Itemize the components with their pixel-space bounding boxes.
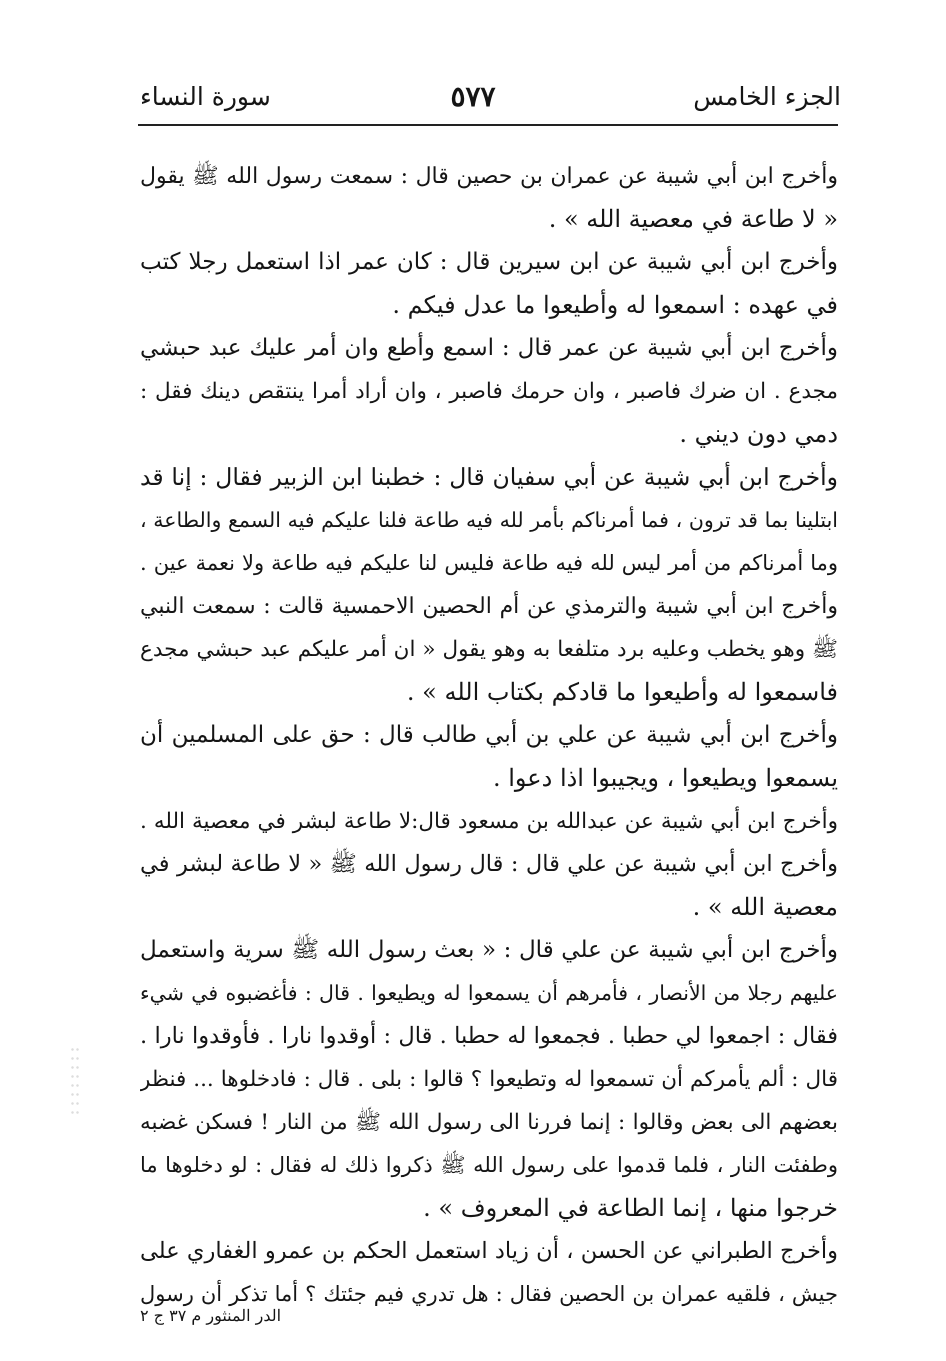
text-line: معصية الله » . [692,893,838,921]
text-line: وأخرج ابن أبي شيبة عن أبي سفيان قال : خطبنا ابن الزبير فقال : إنا قد [140,463,838,491]
text-line: فقال : اجمعوا لي حطبا . فجمعوا له حطبا . قال : أوقدوا نارا . فأوقدوا نارا . [140,1023,838,1049]
part-title: الجزء الخامس [693,82,841,111]
text-line: وأخرج ابن أبي شيبة عن ابن سيرين قال : كان عمر اذا استعمل رجلا كتب [140,249,838,275]
text-line: ابتلينا بما قد ترون ، فما أمرناكم بأمر لله فيه طاعة فلنا عليكم فيه السمع والطاعة ، [140,508,838,532]
text-line: دمي دون ديني . [679,420,838,448]
text-line: عليهم رجلا من الأنصار ، فأمرهم أن يسمعوا له ويطيعوا . قال : فأغضبوه في شيء [140,981,838,1005]
footer-signature: الدر المنثور م ٣٧ ج ٢ [140,1306,282,1325]
text-line: وأخرج الطبراني عن الحسن ، أن زياد استعمل الحكم بن عمرو الغفاري على [140,1238,838,1264]
surah-title: سورة النساء [140,82,271,111]
text-line: وأخرج ابن أبي شيبة عن عمران بن حصين قال : سمعت رسول الله ﷺ يقول [140,164,838,189]
text-line: وأخرج ابن أبي شيبة والترمذي عن أم الحصين الاحمسية قالت : سمعت النبي [140,594,838,619]
text-line: يسمعوا ويطيعوا ، ويجيبوا اذا دعوا . [492,764,838,792]
text-line: بعضهم الى بعض وقالوا : إنما فررنا الى رسول الله ﷺ من النار ! فسكن غضبه [140,1110,838,1135]
text-line: وأخرج ابن أبي شيبة عن عبدالله بن مسعود قال:لا طاعة لبشر في معصية الله . [140,809,838,834]
header-rule [138,124,838,126]
text-line: وأخرج ابن أبي شيبة عن عمر قال : اسمع وأطع وان أمر عليك عبد حبشي [140,335,838,361]
text-line: مجدع . ان ضرك فاصبر ، وان حرمك فاصبر ، وان أراد أمرا ينتقص دينك فقل : [140,379,838,404]
text-line: في عهده : اسمعوا له وأطيعوا ما عدل فيكم . [392,291,838,319]
text-line: وما أمرناكم من أمر ليس لله فيه طاعة فليس لنا عليكم فيه طاعة ولا نعمة عين . [140,551,838,575]
text-line: ﷺ وهو يخطب وعليه برد متلفعا به وهو يقول « ان أمر عليكم عبد حبشي مجدع [140,637,838,662]
text-line: وأخرج ابن أبي شيبة عن علي قال : قال رسول الله ﷺ « لا طاعة لبشر في [140,851,838,877]
text-line: وأخرج ابن أبي شيبة عن علي بن أبي طالب قال : حق على المسلمين أن [140,722,838,748]
page-body [140,155,838,1316]
text-line: وطفئت النار ، فلما قدموا على رسول الله ﷺ ذكروا ذلك له فقال : لو دخلوها ما [140,1153,838,1177]
text-line: وأخرج ابن أبي شيبة عن علي قال : « بعث رسول الله ﷺ سرية واستعمل [140,937,838,963]
text-line: خرجوا منها ، إنما الطاعة في المعروف » . [423,1194,838,1222]
margin-speckle [70,1045,80,1115]
text-line: فاسمعوا له وأطيعوا ما قادكم بكتاب الله » . [406,678,838,706]
text-line: قال : ألم يأمركم أن تسمعوا له وتطيعوا ؟ قالوا : بلى . قال : فادخلوها ... فنظر [140,1067,838,1092]
page-number: ٥٧٧ [450,80,496,113]
text-line: جيش ، فلقيه عمران بن الحصين فقال : هل تدري فيم جئتك ؟ أما تذكر أن رسول [140,1282,838,1306]
text-line: « لا طاعة في معصية الله » . [548,205,838,233]
